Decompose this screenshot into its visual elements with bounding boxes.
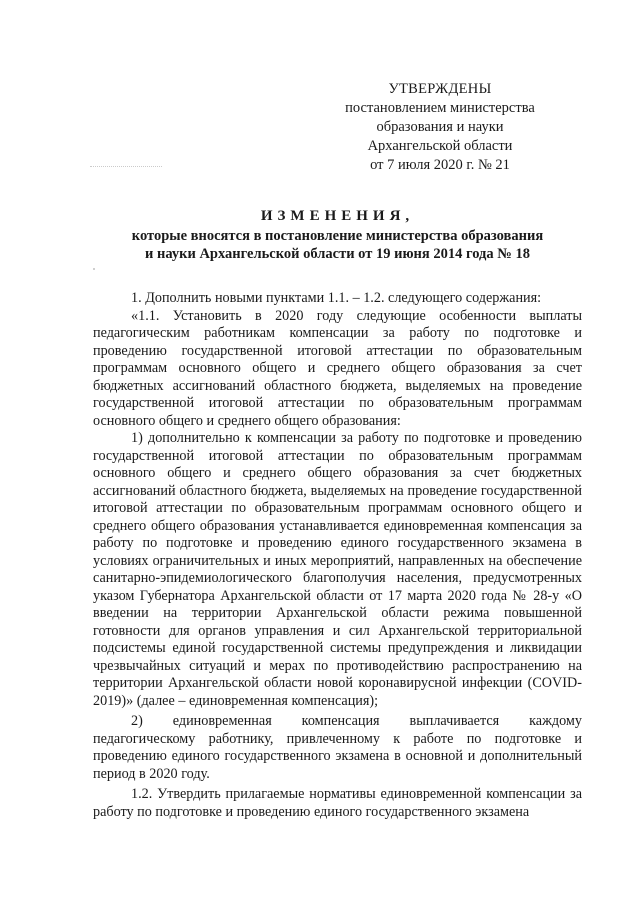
paragraph-1-1: «1.1. Установить в 2020 году следующие особенности выплаты педагогическим работникам компенсации за работу по подготовке и проведению государственной итоговой аттестации по образовательным программам основного общего и среднего общего образования за счет бюджетных ассигнований областного бюджета, выделяемых на проведение государственной итоговой аттестации по образовательным программам основного общего и среднего общего образования:: [93, 307, 582, 429]
title-main: ИЗМЕНЕНИЯ,: [260, 208, 415, 224]
document-body: [93, 290, 582, 821]
approval-heading: УТВЕРЖДЕНЫ: [388, 81, 492, 97]
paragraph-1-2: 1.2. Утвердить прилагаемые нормативы единовременной компенсации за работу по подготовке и проведению единого государственного экзамена: [93, 786, 582, 820]
scan-artifact: [90, 166, 162, 170]
approval-line: постановлением министерства: [345, 100, 535, 116]
document-title: [93, 205, 582, 263]
title-subtitle-line: и науки Архангельской области от 19 июня 2014 года № 18: [145, 246, 530, 262]
approval-line: Архангельской области: [367, 138, 513, 154]
paragraph-item-2: 2) единовременная компенсация выплачивается каждому педагогическому работнику, привлеченному к работе по подготовке и проведению единого государственного экзамена в основной и дополнительный период в 2020 году.: [93, 713, 582, 782]
title-subtitle-line: которые вносятся в постановление министерства образования: [131, 228, 544, 244]
approval-date-line: от 7 июля 2020 г. № 21: [370, 157, 510, 173]
approval-line: образования и науки: [376, 119, 504, 135]
approval-stamp: [340, 80, 540, 175]
paragraph-1: 1. Дополнить новыми пунктами 1.1. – 1.2. следующего содержания:: [131, 290, 542, 306]
scan-artifact: [93, 268, 95, 270]
paragraph-item-1: 1) дополнительно к компенсации за работу по подготовке и проведению государственной итоговой аттестации по образовательным программам основного общего и среднего общего образования за счет бюджетных ассигнований областного бюджета, выделяемых на проведение государственной итоговой аттестации по образовательным программам основного общего и среднего общего образования устанавливается единовременная компенсация за работу по подготовке и проведению единого государственного экзамена в условиях ограничительных и иных мероприятий, направленных на обеспечение санитарно-эпидемиологического благополучия населения, предусмотренных указом Губернатора Архангельской области от 17 марта 2020 года № 28-у «О введении на территории Архангельской области режима повышенной готовности для органов управления и сил Архангельской территориальной подсистемы единой государственной системы предупреждения и ликвидации чрезвычайных ситуаций и мерах по противодействию распространению на территории Архангельской области новой коронавирусной инфекции (COVID-2019)» (далее – единовременная компенсация);: [93, 430, 582, 709]
